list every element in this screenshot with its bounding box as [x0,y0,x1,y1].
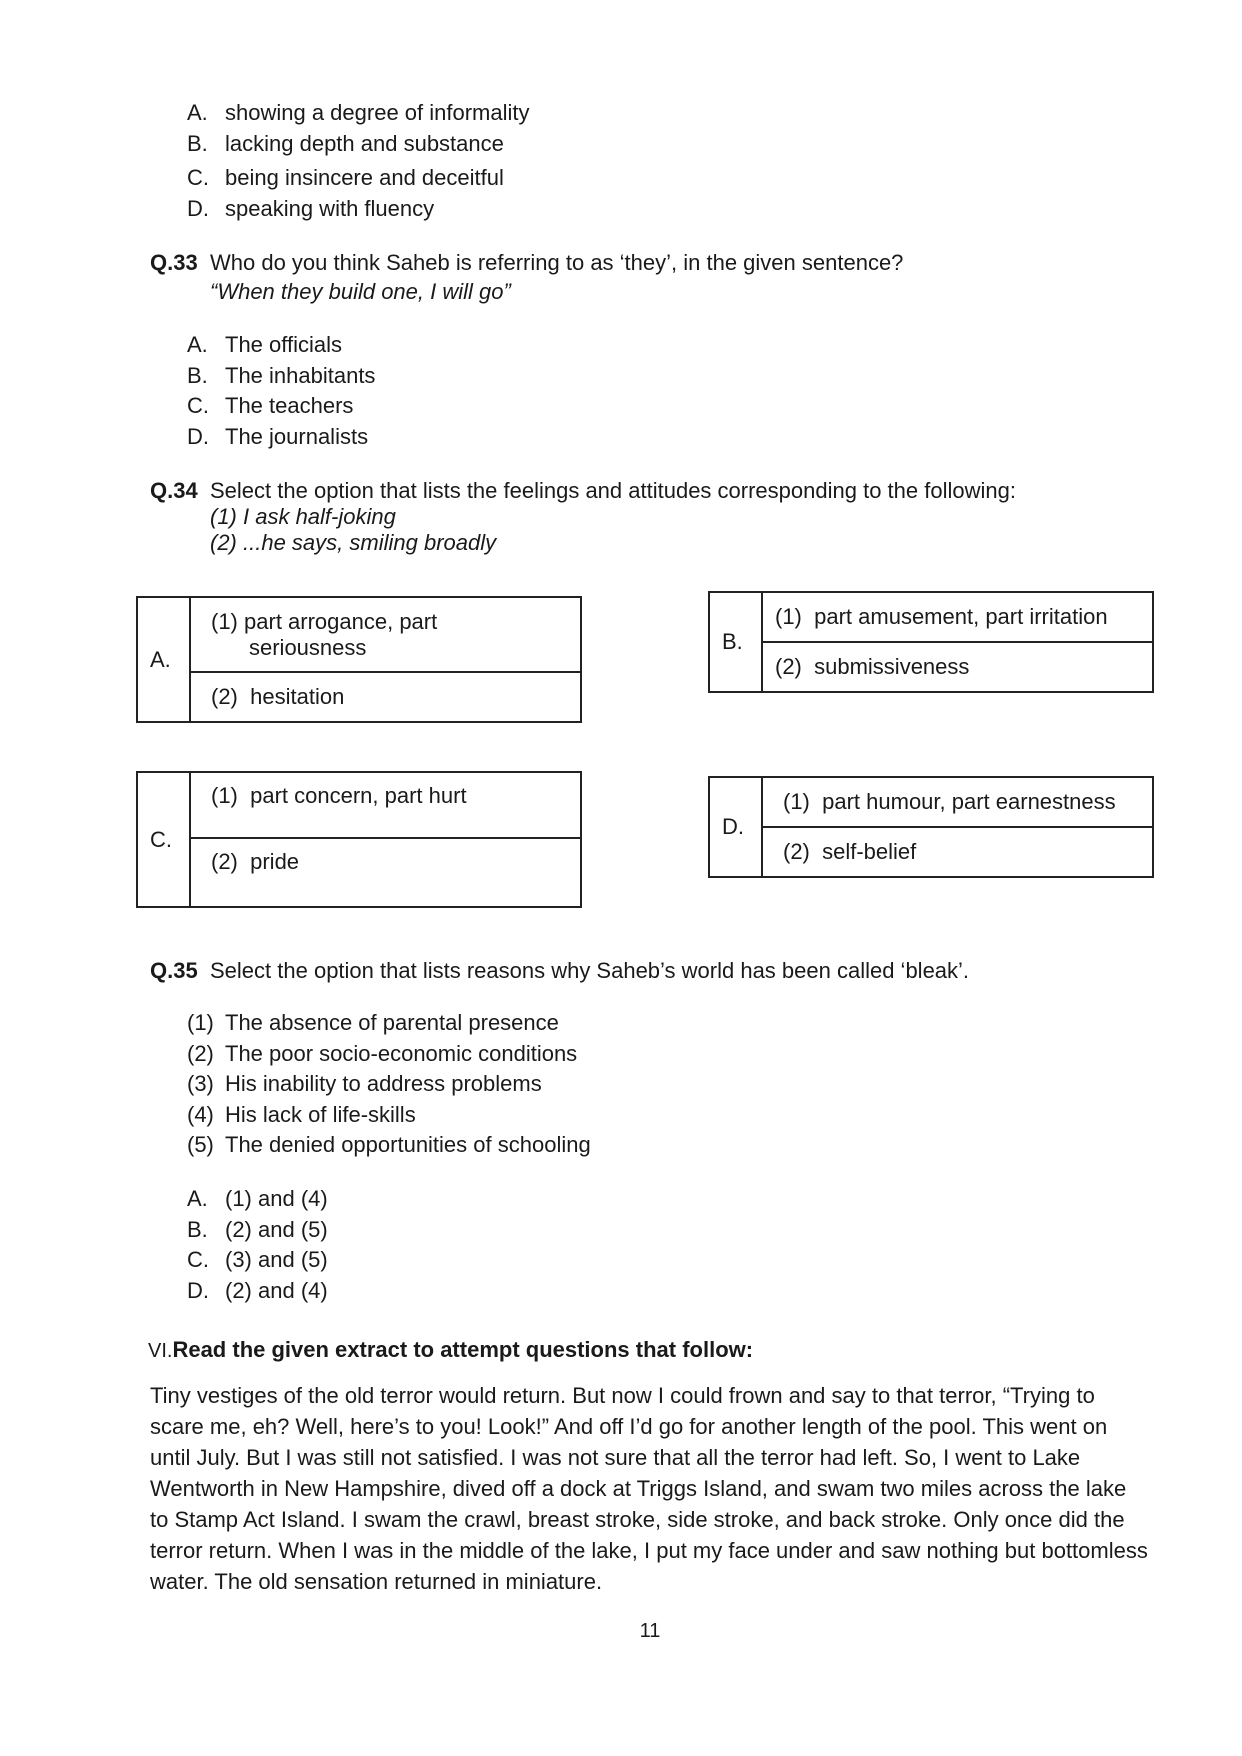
q34-box-b-row-2: (2) submissiveness [762,642,1153,692]
q35-option-c: C. (3) and (5) [187,1247,328,1272]
section-6-passage: Tiny vestiges of the old terror would return. But now I could frown and say to that terror, “Trying to scare me, eh? Well, here’s to you! Look!” And off I’d go for another length of the pool. This went on until July. But I was still not satisfied. I was not sure that all the terror had left. So, I went to Lake Wentworth in New Hampshire, dived off a dock at Triggs Island, and swam two miles across the lake to Stamp Act Island. I swam the crawl, breast stroke, side stroke, and back stroke. Only once did the terror return. When I was in the middle of the lake, I put my face under and saw nothing but bottomless water. The old sensation returned in miniature. [150,1383,1148,1594]
q34-box-c [136,771,582,908]
q32-option-d: D. speaking with fluency [187,196,435,221]
q35-reason-4: (4) His lack of life-skills [187,1102,416,1127]
q32-option-c: C. being insincere and deceitful [187,165,504,190]
q35-option-d: D. (2) and (4) [187,1278,328,1303]
q34-box-a [136,596,582,723]
q32-option-a: A. showing a degree of informality [187,100,530,125]
q35-reason-5: (5) The denied opportunities of schooling [187,1132,591,1157]
q34-box-c-label: C. [137,772,190,907]
q35-option-b: B. (2) and (5) [187,1217,328,1242]
section-6-heading: VI.Read the given extract to attempt questions that follow: [148,1337,754,1362]
q34-box-b-row-1: (1) part amusement, part irritation [762,592,1153,642]
q34-box-a-row-2: (2) hesitation [190,672,581,722]
q34-line-2: (2) ...he says, smiling broadly [210,530,497,555]
q34-box-b [708,591,1154,693]
q33-question: Q.33 Who do you think Saheb is referring to as ‘they’, in the given sentence? [150,250,904,275]
q33-quote: “When they build one, I will go” [210,279,511,304]
q34-box-c-row-1: (1) part concern, part hurt [190,772,581,838]
q34-box-d-label: D. [709,777,762,877]
q35-option-a: A. (1) and (4) [187,1186,328,1211]
q34-box-a-row-1: (1) part arrogance, part seriousness [190,597,581,672]
q32-option-b: B. lacking depth and substance [187,131,504,156]
q35-reason-3: (3) His inability to address problems [187,1071,542,1096]
page-number: 11 [639,1620,661,1642]
q35-reason-1: (1) The absence of parental presence [187,1010,559,1035]
q34-box-c-row-2: (2) pride [190,838,581,907]
q34-line-1: (1) I ask half-joking [210,504,396,529]
q33-option-b: B. The inhabitants [187,363,376,388]
q35-question: Q.35 Select the option that lists reasons why Saheb’s world has been called ‘bleak’. [150,958,970,983]
q33-option-c: C. The teachers [187,393,354,418]
q34-question: Q.34 Select the option that lists the feelings and attitudes corresponding to the following: [150,478,1016,503]
q34-box-a-label: A. [137,597,190,722]
q33-option-a: A. The officials [187,332,342,357]
q34-box-d [708,776,1154,878]
q34-box-d-row-1: (1) part humour, part earnestness [762,777,1153,827]
q34-box-b-label: B. [709,592,762,692]
q34-box-d-row-2: (2) self-belief [762,827,1153,877]
q35-reason-2: (2) The poor socio-economic conditions [187,1041,578,1066]
q33-option-d: D. The journalists [187,424,369,449]
